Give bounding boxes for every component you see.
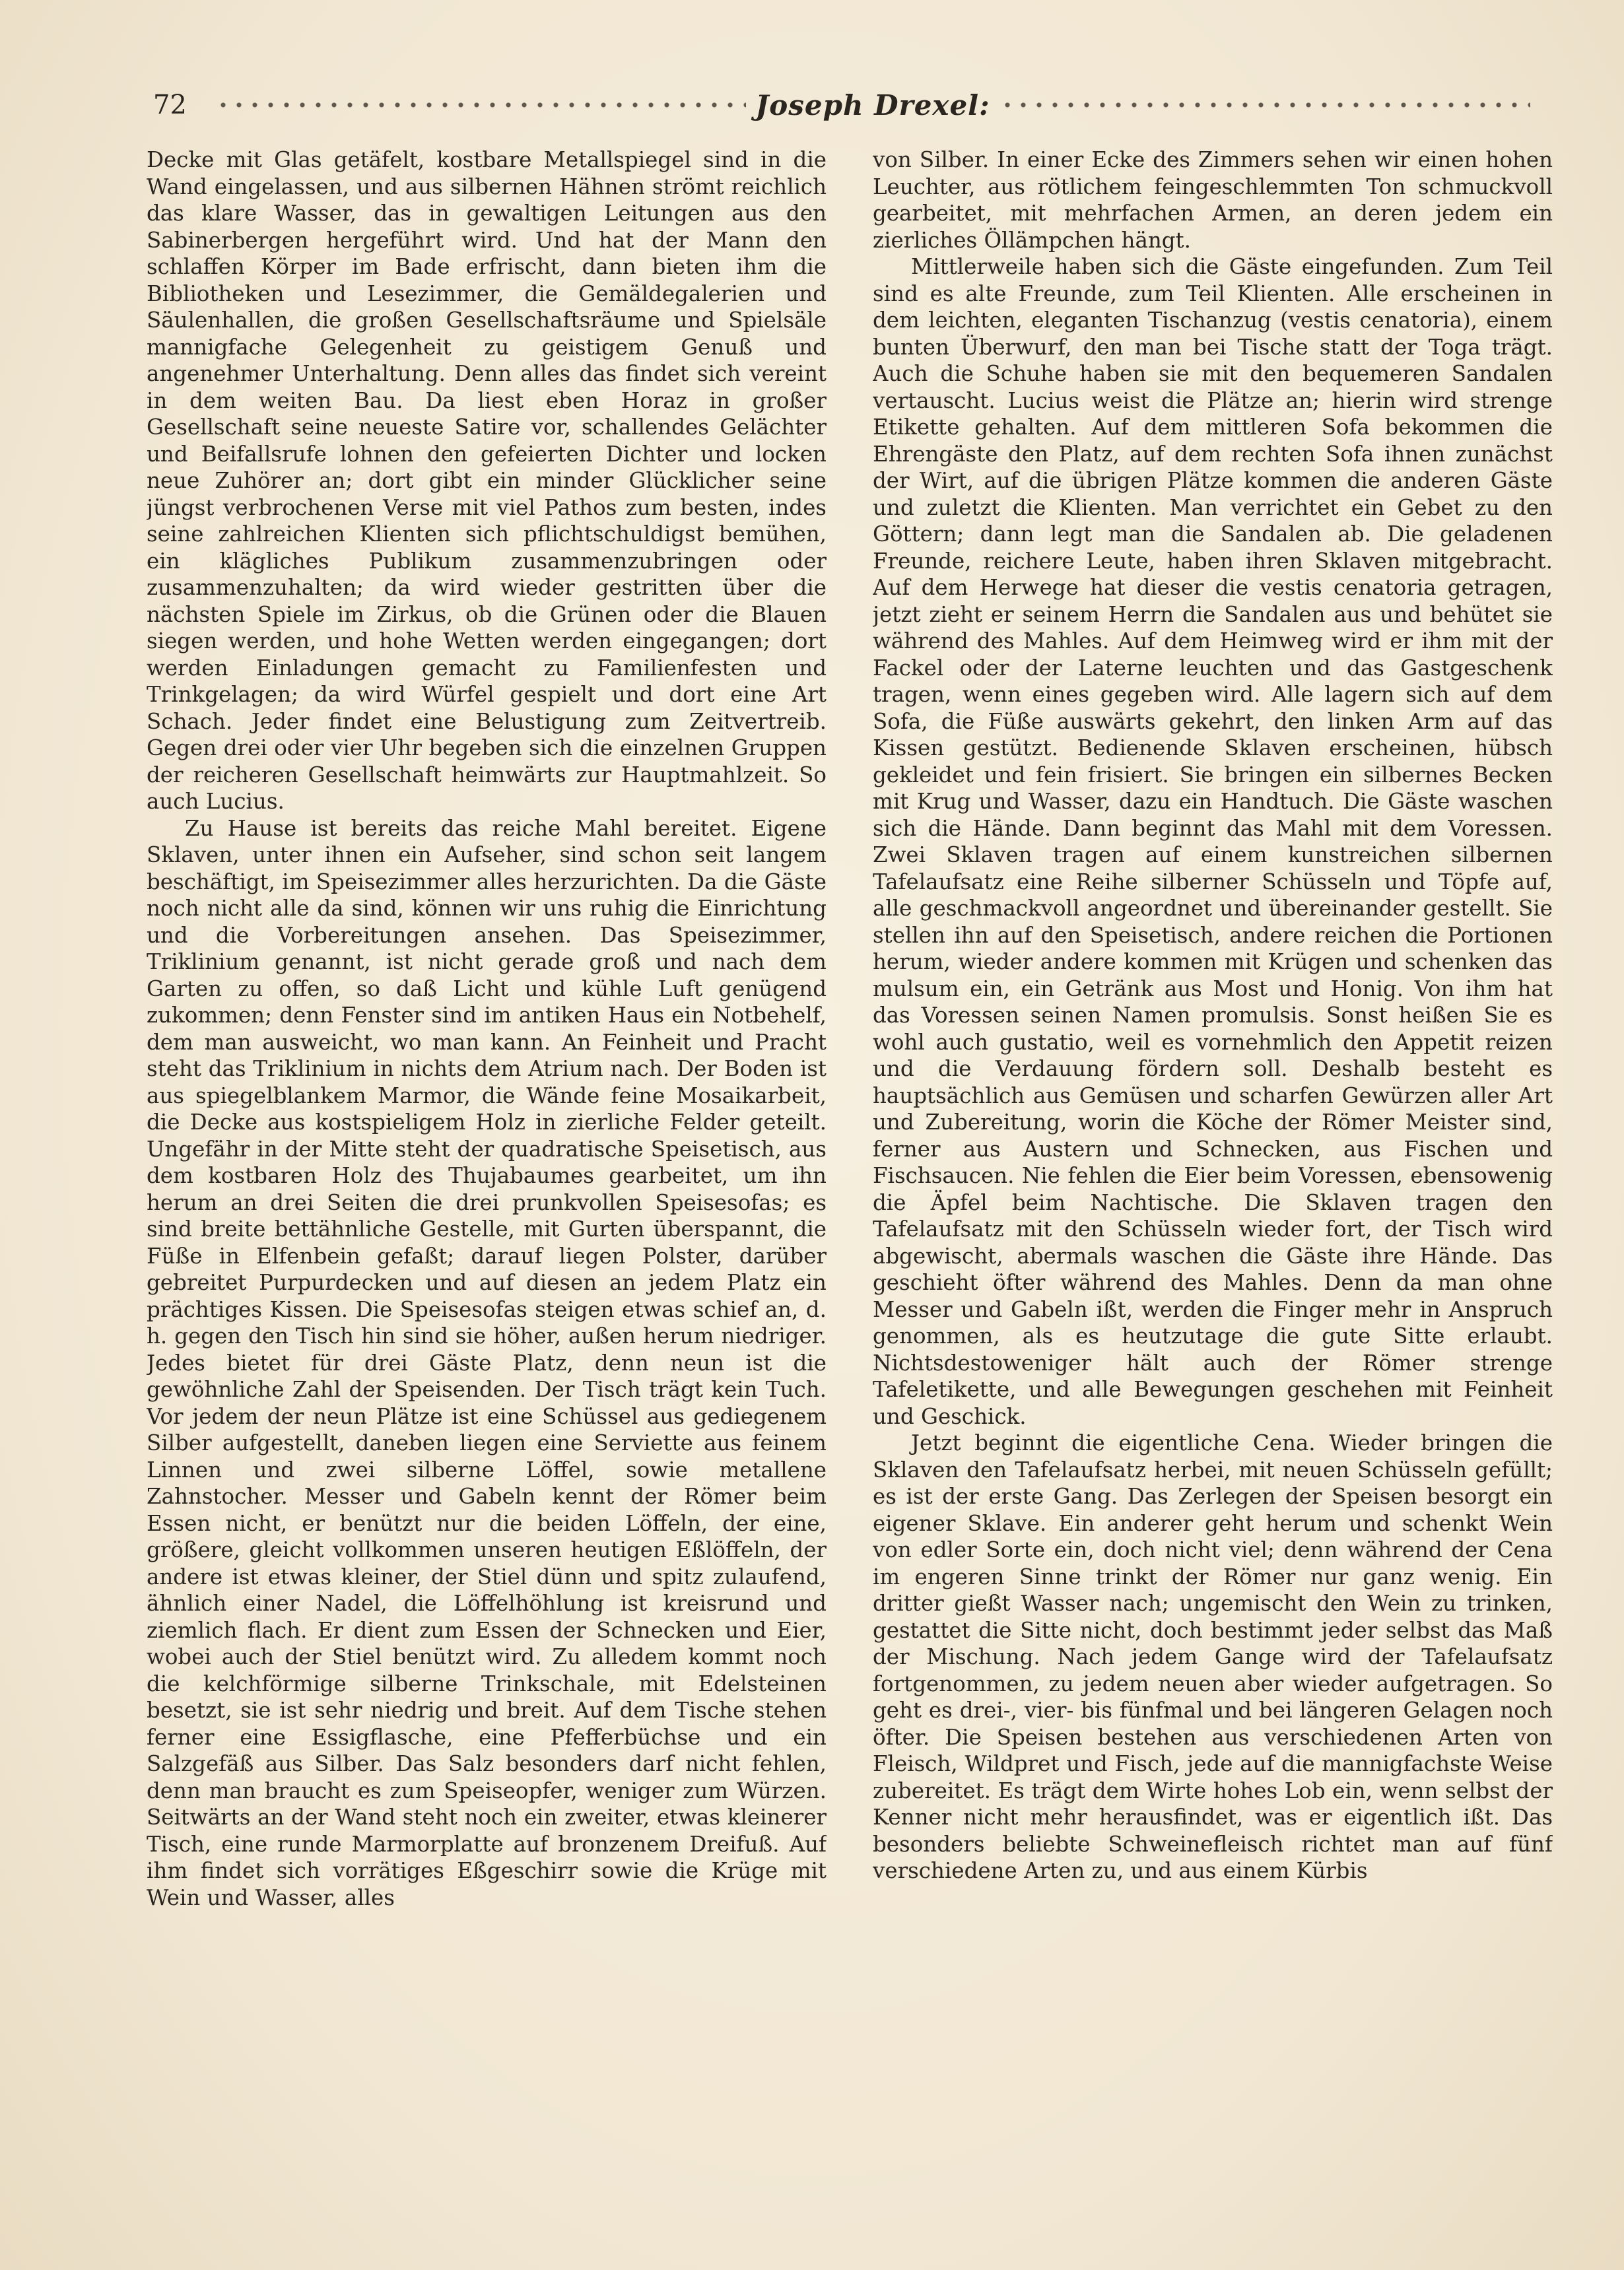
right-column <box>873 147 1553 2140</box>
paragraph: Jetzt beginnt die eigentliche Cena. Wieder bringen die Sklaven den Tafelaufsatz herbei, mit neuen Schüsseln gefüllt; es ist der erste Gang. Das Zerlegen der Speisen besorgt ein eigener Sklave. Ein anderer geht herum und schenkt Wein von edler Sorte ein, doch nicht viel; denn während der Cena im engeren Sinne trinkt der Römer nur ganz wenig. Ein dritter gießt Wasser nach; ungemischt den Wein zu trinken, gestattet die Sitte nicht, doch bestimmt jeder selbst das Maß der Mischung. Nach jedem Gange wird der Tafelaufsatz fortgenommen, zu jedem neuen aber wieder aufgetragen. So geht es drei-, vier- bis fünfmal und bei längeren Gelagen noch öfter. Die Speisen bestehen aus verschiedenen Arten von Fleisch, Wildpret und Fisch, jede auf die mannigfachste Weise zubereitet. Es trägt dem Wirte hohes Lob ein, wenn selbst der Kenner nicht mehr herausfindet, was er eigentlich ißt. Das besonders beliebte Schweinefleisch richtet man auf fünf verschiedene Arten zu, und aus einem Kürbis <box>873 1430 1553 1883</box>
text-columns <box>147 147 1553 2140</box>
paragraph: von Silber. In einer Ecke des Zimmers sehen wir einen hohen Leuchter, aus rötlichem feingeschlemmten Ton schmuckvoll gearbeitet, mit mehrfachen Armen, an deren jedem ein zierliches Öllämpchen hängt. <box>873 147 1553 253</box>
ornament-rule-left <box>215 98 746 112</box>
ornament-rule-right <box>999 98 1530 112</box>
page-header <box>153 84 1539 125</box>
page-number: 72 <box>153 90 187 120</box>
left-column <box>147 147 827 2140</box>
running-head: Joseph Drexel: <box>755 88 990 121</box>
paragraph: Decke mit Glas getäfelt, kostbare Metallspiegel sind in die Wand eingelassen, und aus silbernen Hähnen strömt reichlich das klare Wasser, das in gewaltigen Leitungen aus den Sabinerbergen hergeführt wird. Und hat der Mann den schlaffen Körper im Bade erfrischt, dann bieten ihm die Bibliotheken und Lesezimmer, die Gemäldegalerien und Säulenhallen, die großen Gesellschaftsräume und Spielsäle mannigfache Gelegenheit zu geistigem Genuß und angenehmer Unterhaltung. Denn alles das findet sich vereint in dem weiten Bau. Da liest eben Horaz in großer Gesellschaft seine neueste Satire vor, schallendes Gelächter und Beifallsrufe lohnen den gefeierten Dichter und locken neue Zuhörer an; dort gibt ein minder Glücklicher seine jüngst verbrochenen Verse mit viel Pathos zum besten, indes seine zahlreichen Klienten sich pflichtschuldigst bemühen, ein klägliches Publikum zusammenzubringen oder zusammenzuhalten; da wird wieder gestritten über die nächsten Spiele im Zirkus, ob die Grünen oder die Blauen siegen werden, und hohe Wetten werden eingegangen; dort werden Einladungen gemacht zu Familienfesten und Trinkgelagen; da wird Würfel gespielt und dort eine Art Schach. Jeder findet eine Belustigung zum Zeitvertreib. Gegen drei oder vier Uhr begeben sich die einzelnen Gruppen der reicheren Gesellschaft heimwärts zur Hauptmahlzeit. So auch Lucius. <box>147 147 827 814</box>
paragraph: Zu Hause ist bereits das reiche Mahl bereitet. Eigene Sklaven, unter ihnen ein Aufseher, sind schon seit langem beschäftigt, im Speisezimmer alles herzurichten. Da die Gäste noch nicht alle da sind, können wir uns ruhig die Einrichtung und die Vorbereitungen ansehen. Das Speisezimmer, Triklinium genannt, ist nicht gerade groß und nach dem Garten zu offen, so daß Licht und kühle Luft genügend zukommen; denn Fenster sind im antiken Haus ein Notbehelf, dem man ausweicht, wo man kann. An Feinheit und Pracht steht das Triklinium in nichts dem Atrium nach. Der Boden ist aus spiegelblankem Marmor, die Wände feine Mosaikarbeit, die Decke aus kostspieligem Holz in zierliche Felder geteilt. Ungefähr in der Mitte steht der quadratische Speisetisch, aus dem kostbaren Holz des Thujabaumes gearbeitet, um ihn herum an drei Seiten die drei prunkvollen Speisesofas; es sind breite bettähnliche Gestelle, mit Gurten überspannt, die Füße in Elfenbein gefaßt; darauf liegen Polster, darüber gebreitet Purpurdecken und auf diesen an jedem Platz ein prächtiges Kissen. Die Speisesofas steigen etwas schief an, d. h. gegen den Tisch hin sind sie höher, außen herum niedriger. Jedes bietet für drei Gäste Platz, denn neun ist die gewöhnliche Zahl der Speisenden. Der Tisch trägt kein Tuch. Vor jedem der neun Plätze ist eine Schüssel aus gediegenem Silber aufgestellt, daneben liegen eine Serviette aus feinem Linnen und zwei silberne Löffel, sowie metallene Zahnstocher. Messer und Gabeln kennt der Römer beim Essen nicht, er benützt nur die beiden Löffeln, der eine, größere, gleicht vollkommen unseren heutigen Eßlöffeln, der andere ist etwas kleiner, der Stiel dünn und spitz zulaufend, ähnlich einer Nadel, die Löffelhöhlung ist kreisrund und ziemlich flach. Er dient zum Essen der Schnecken und Eier, wobei auch der Stiel benützt wird. Zu alledem kommt noch die kelchförmige silberne Trinkschale, mit Edelsteinen besetzt, sie ist sehr niedrig und breit. Auf dem Tische stehen ferner eine Essigflasche, eine Pfefferbüchse und ein Salzgefäß aus Silber. Das Salz besonders darf nicht fehlen, denn man braucht es zum Speiseopfer, weniger zum Würzen. Seitwärts an der Wand steht noch ein zweiter, etwas kleinerer Tisch, eine runde Marmorplatte auf bronzenem Dreifuß. Auf ihm findet sich vorrätiges Eßgeschirr sowie die Krüge mit Wein und Wasser, alles <box>147 815 827 1910</box>
paragraph: Mittlerweile haben sich die Gäste eingefunden. Zum Teil sind es alte Freunde, zum Teil Klienten. Alle erscheinen in dem leichten, eleganten Tischanzug (vestis cenatoria), einem bunten Überwurf, den man bei Tische statt der Toga trägt. Auch die Schuhe haben sie mit den bequemeren Sandalen vertauscht. Lucius weist die Plätze an; hierin wird strenge Etikette gehalten. Auf dem mittleren Sofa bekommen die Ehrengäste den Platz, auf dem rechten Sofa ihnen zunächst der Wirt, auf die übrigen Plätze kommen die anderen Gäste und zuletzt die Klienten. Man verrichtet ein Gebet zu den Göttern; dann legt man die Sandalen ab. Die geladenen Freunde, reichere Leute, haben ihren Sklaven mitgebracht. Auf dem Herwege hat dieser die vestis cenatoria getragen, jetzt zieht er seinem Herrn die Sandalen aus und behütet sie während des Mahles. Auf dem Heimweg wird er ihm mit der Fackel oder der Laterne leuchten und das Gastgeschenk tragen, wenn eines gegeben wird. Alle lagern sich auf dem Sofa, die Füße auswärts gekehrt, den linken Arm auf das Kissen gestützt. Bedienende Sklaven erscheinen, hübsch gekleidet und fein frisiert. Sie bringen ein silbernes Becken mit Krug und Wasser, dazu ein Handtuch. Die Gäste waschen sich die Hände. Dann beginnt das Mahl mit dem Voressen. Zwei Sklaven tragen auf einem kunstreichen silbernen Tafelaufsatz eine Reihe silberner Schüsseln und Töpfe auf, alle geschmackvoll angeordnet und übereinander gestellt. Sie stellen ihn auf den Speisetisch, andere reichen die Portionen herum, wieder andere kommen mit Krügen und schenken das mulsum ein, ein Getränk aus Most und Honig. Von ihm hat das Voressen seinen Namen promulsis. Sonst heißen Sie es wohl auch gustatio, weil es vornehmlich den Appetit reizen und die Verdauung fördern soll. Deshalb besteht es hauptsächlich aus Gemüsen und scharfen Gewürzen aller Art und Zubereitung, worin die Köche der Römer Meister sind, ferner aus Austern und Schnecken, aus Fischen und Fischsaucen. Nie fehlen die Eier beim Voressen, ebensowenig die Äpfel beim Nachtische. Die Sklaven tragen den Tafelaufsatz mit den Schüsseln wieder fort, der Tisch wird abgewischt, abermals waschen die Gäste ihre Hände. Das geschieht öfter während des Mahles. Denn da man ohne Messer und Gabeln ißt, werden die Finger mehr in Anspruch genommen, als es heutzutage die gute Sitte erlaubt. Nichtsdestoweniger hält auch der Römer strenge Tafeletikette, und alle Bewegungen geschehen mit Feinheit und Geschick. <box>873 254 1553 1429</box>
